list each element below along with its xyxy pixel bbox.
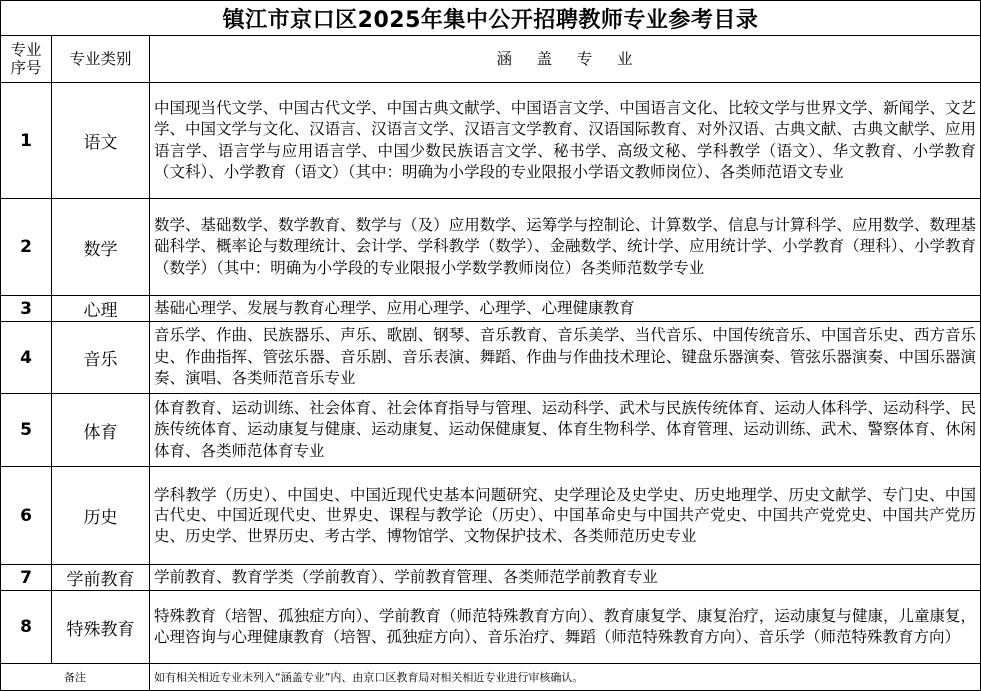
row-category: 数学 [52,199,150,296]
row-coverage: 特殊教育（培智、孤独症方向）、学前教育（师范特殊教育方向）、教育康复学、康复治疗，运动康复与健康，儿童康复，心理咨询与心理健康教育（培智、孤独症方向）、音乐治疗、舞蹈（师范特殊教育方向）、音乐学（师范特殊教育方向） [150,591,981,664]
row-category: 历史 [52,467,150,565]
table-row [1,565,981,591]
row-num: 2 [1,199,52,296]
row-coverage: 中国现当代文学、中国古代文学、中国古典文献学、中国语言文学、中国语言文化、比较文学与世界文学、新闻学、文艺学、中国文学与文化、汉语言、汉语言文学、汉语言文学教育、汉语国际教育、对外汉语、古典文献、古典文献学、应用语言学、语言学与应用语言学、中国少数民族语言文学、秘书学、高级文秘、学科教学（语文）、华文教育、小学教育（文科）、小学教育（语文）（其中：明确为小学段的专业限报小学语文教师岗位）、各类师范语文专业 [150,83,981,199]
row-coverage: 学前教育、教育学类（学前教育）、学前教育管理、各类师范学前教育专业 [150,565,981,591]
row-category: 音乐 [52,322,150,394]
row-coverage: 学科教学（历史）、中国史、中国近现代史基本问题研究、史学理论及史学史、历史地理学、历史文献学、专门史、中国古代史、中国近现代史、世界史、课程与教学论（历史）、中国革命史与中国共产党史、中国共产党党史、中国共产党历史、历史学、世界历史、考古学、博物馆学、文物保护技术、各类师范历史专业 [150,467,981,565]
table-row [1,83,981,199]
row-coverage: 数学、基础数学、数学教育、数学与（及）应用数学、运筹学与控制论、计算数学、信息与计算科学、应用数学、数理基础科学、概率论与数理统计、会计学、学科教学（数学）、金融数学、统计学、应用统计学、小学教育（理科）、小学教育（数学）（其中：明确为小学段的专业限报小学数学教师岗位）各类师范数学专业 [150,199,981,296]
row-coverage: 基础心理学、发展与教育心理学、应用心理学、心理学、心理健康教育 [150,296,981,322]
table-row [1,322,981,394]
row-num: 6 [1,467,52,565]
header-num [1,36,52,83]
title-row [1,1,981,36]
header-category: 专业类别 [52,36,150,83]
table-row [1,394,981,467]
table-row [1,591,981,664]
table-row [1,296,981,322]
row-category: 特殊教育 [52,591,150,664]
note-text: 如有相关相近专业未列入“涵盖专业”内、由京口区教育局对相关相近专业进行审核确认。 [150,664,981,691]
row-coverage: 体育教育、运动训练、社会体育、社会体育指导与管理、运动科学、武术与民族传统体育、运动人体科学、运动科学、民族传统体育、运动康复与健康、运动康复、运动保健康复、体育生物科学、体育管理、运动训练、武术、警察体育、休闲体育、各类师范体育专业 [150,394,981,467]
row-num: 8 [1,591,52,664]
page-title: 镇江市京口区2025年集中公开招聘教师专业参考目录 [1,1,981,36]
row-category: 体育 [52,394,150,467]
row-num: 3 [1,296,52,322]
header-num-label: 专业 序号 [10,41,42,77]
table-row [1,199,981,296]
row-num: 5 [1,394,52,467]
header-coverage-label: 涵 盖 专 业 [496,50,634,68]
row-category: 语文 [52,83,150,199]
row-category: 学前教育 [52,565,150,591]
row-coverage: 音乐学、作曲、民族器乐、声乐、歌剧、钢琴、音乐教育、音乐美学、当代音乐、中国传统音乐、中国音乐史、西方音乐史、作曲指挥、管弦乐器、音乐剧、音乐表演、舞蹈、作曲与作曲技术理论、键盘乐器演奏、管弦乐器演奏、中国乐器演奏、演唱、各类师范音乐专业 [150,322,981,394]
header-row [1,36,981,83]
row-num: 1 [1,83,52,199]
table-row [1,467,981,565]
row-num: 4 [1,322,52,394]
note-row [1,664,981,691]
row-num: 7 [1,565,52,591]
row-category: 心理 [52,296,150,322]
note-label: 备注 [1,664,150,691]
header-coverage [150,36,981,83]
